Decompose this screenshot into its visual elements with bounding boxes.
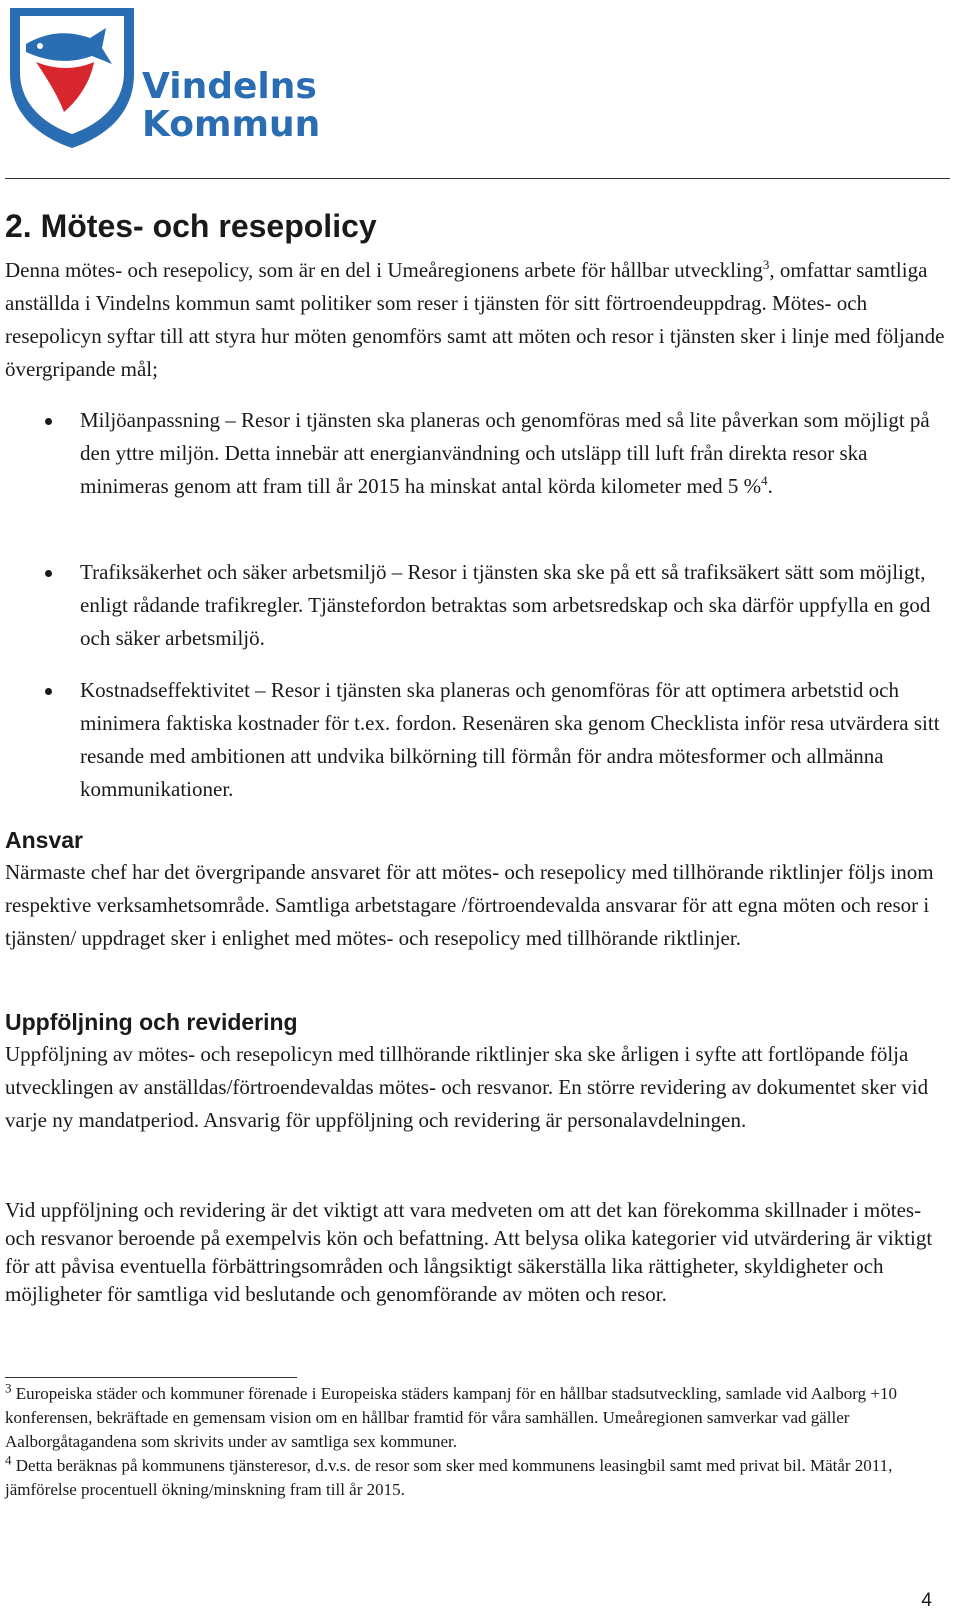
intro-text-continued: , omfattar samtliga anställda i Vindelns kommun samt politiker som reser i tjänsten för sitt förtroendeuppdrag. Mötes- och resepolicyn syftar till att styra hur möten genomförs samt att möten och resor i tjänsten sker i linje med följande övergripande mål; — [5, 258, 945, 381]
uppfoljning-paragraph-2: Vid uppföljning och revidering är det viktigt att vara medveten om att det kan förekomma skillnader i mötes- och resvanor beroende på exempelvis kön och befattning. Att belysa olika kategorier vid utvärdering är viktigt för att påvisa eventuella förbättringsområden och långsiktigt säkerställa lika rättigheter, skyldigheter och möjligheter för samtliga vid beslutande och genomförande av möten och resor. — [5, 1198, 933, 1306]
footnote-4 — [5, 1454, 955, 1502]
bullet-text: Trafiksäkerhet och säker arbetsmiljö – Resor i tjänsten ska ske på ett så trafiksäkert sätt som möjligt, enligt rådande trafikregler. Tjänstefordon betraktas som arbetsredskap och ska därför uppfylla en god och säker arbetsmiljö. — [80, 560, 931, 650]
footnote-number: 4 — [5, 1452, 12, 1468]
footnote-3 — [5, 1382, 955, 1454]
footnote-text: Europeiska städer och kommuner förenade i Europeiska städers kampanj för en hållbar stadsutveckling, samlade vid Aalborg +10 konferensen, bekräftade en gemensam vision om en hållbar framtid för våra samhällen. Umeåregionen samverkar vad gäller Aalborgåtagandena som skrivits under av samtliga sex kommuner. — [5, 1384, 897, 1451]
footnote-ref-3[interactable]: 3 — [762, 257, 770, 272]
footnote-ref-4[interactable]: 4 — [761, 473, 768, 488]
intro-paragraph — [5, 254, 950, 386]
bullet-text: Miljöanpassning – Resor i tjänsten ska planeras och genomföras med så lite påverkan som möjligt på den yttre miljön. Detta innebär att energianvändning och utsläpp till luft från direkta resor ska minimeras genom att fram till år 2015 ha minskat antal körda kilometer med 5 %$^4$. — [80, 408, 930, 498]
bullet-icon — [45, 688, 52, 695]
municipality-logo — [6, 4, 326, 154]
ansvar-paragraph: Närmaste chef har det övergripande ansvaret för att mötes- och resepolicy med tillhörande riktlinjer följs inom respektive verksamhetsområde. Samtliga arbetstagare /förtroendevalda ansvarar för att egna möten och resor i tjänsten/ uppdraget sker i enlighet med mötes- och resepolicy med tillhörande riktlinjer. — [5, 860, 934, 950]
logo-line1: Vindelns — [142, 66, 317, 107]
page-number: 4 — [921, 1590, 932, 1611]
bullet-icon — [45, 570, 52, 577]
uppfoljning-paragraph-1: Uppföljning av mötes- och resepolicyn med tillhörande riktlinjer ska ske årligen i syfte att fortlöpande följa utvecklingen av anställdas/förtroendevaldas mötes- och resvanor. En större revidering av dokumentet sker vid varje ny mandatperiod. Ansvarig för uppföljning och revidering är personalavdelningen. — [5, 1042, 929, 1132]
uppfoljning-heading: Uppföljning och revidering — [5, 1009, 298, 1035]
intro-text: Denna mötes- och resepolicy, som är en del i Umeåregionens arbete för hållbar utveckling — [5, 258, 763, 282]
bullet-icon — [45, 418, 52, 425]
footnote-text: Detta beräknas på kommunens tjänsteresor, d.v.s. de resor som sker med kommunens leasingbil samt med privat bil. Mätår 2011, jämförelse procentuell ökning/minskning fram till år 2015. — [5, 1456, 893, 1499]
logo-line2: Kommun — [142, 104, 321, 145]
coat-of-arms-icon — [6, 4, 146, 154]
ansvar-heading: Ansvar — [5, 827, 83, 853]
section-heading: 2. Mötes- och resepolicy — [5, 208, 377, 244]
footnote-number: 3 — [5, 1380, 12, 1396]
header-divider — [5, 178, 950, 179]
footnote-divider — [5, 1377, 297, 1378]
bullet-text: Kostnadseffektivitet – Resor i tjänsten ska planeras och genomföras för att optimera arbetstid och minimera faktiska kostnader för t.ex. fordon. Resenären ska genom Checklista inför resa utvärdera sitt resande med ambitionen att undvika bilkörning till förmån för andra mötesformer och allmänna kommunikationer. — [80, 678, 940, 801]
